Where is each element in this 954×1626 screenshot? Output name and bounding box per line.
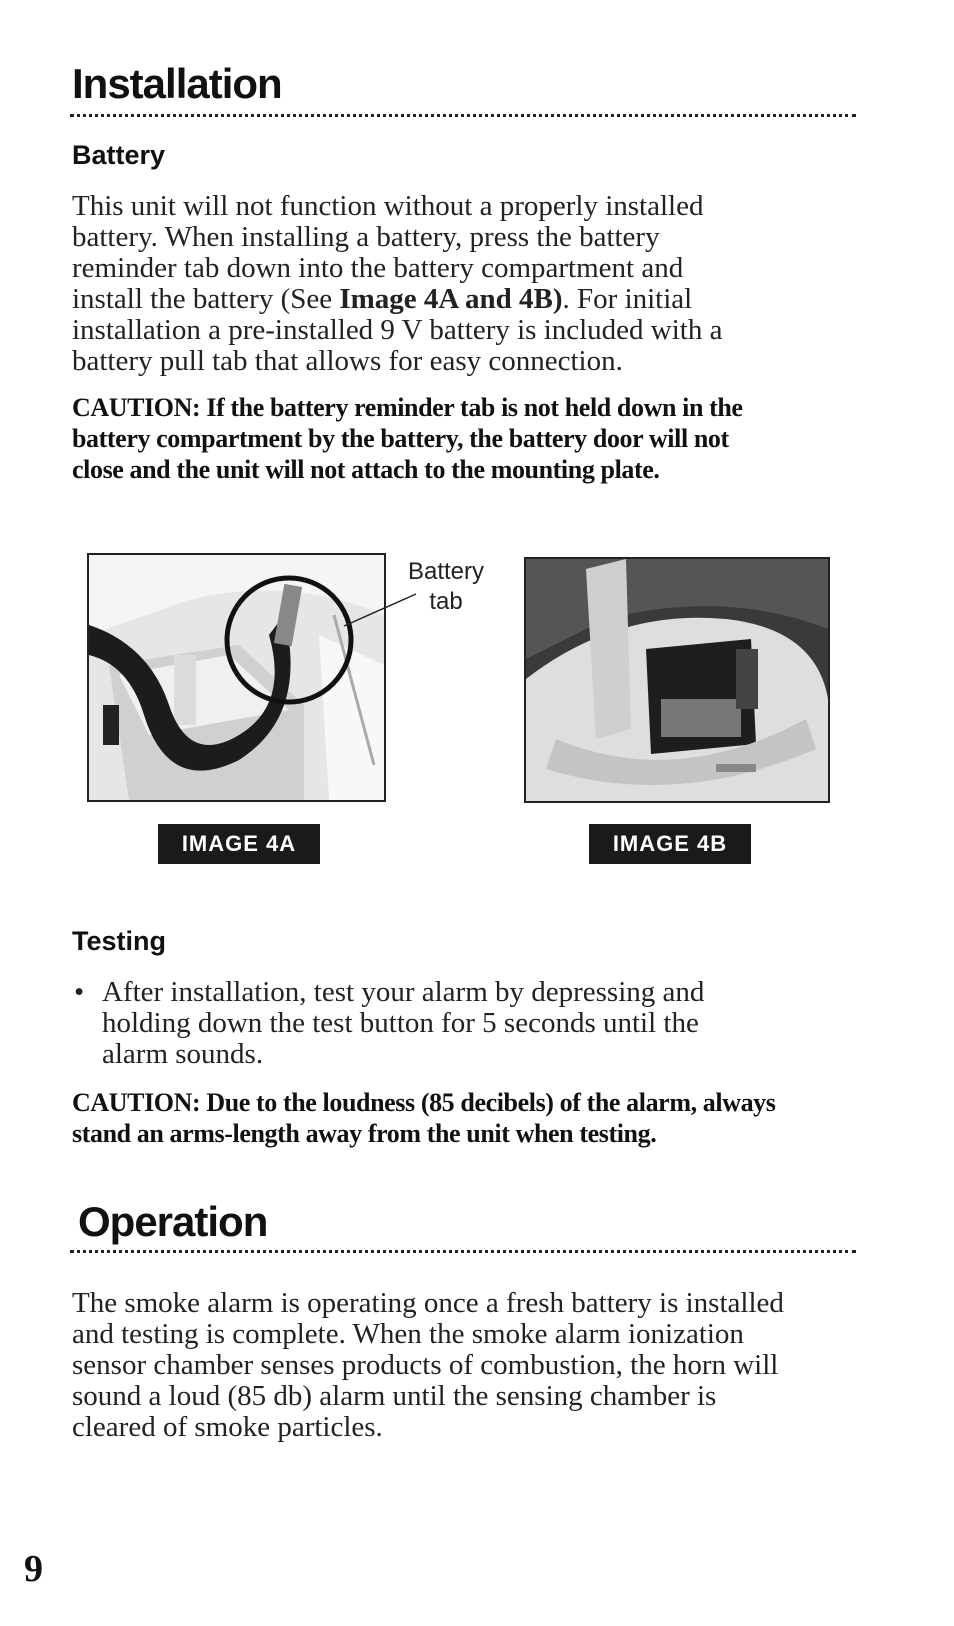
battery-compartment-photo-illustration — [526, 559, 828, 801]
battery-caution — [72, 392, 743, 485]
testing-line-1: After installation, test your alarm by depressing and — [102, 976, 705, 1008]
operation-line-1: The smoke alarm is operating once a fresh battery is installed — [72, 1287, 784, 1319]
installation-title: Installation — [72, 60, 282, 107]
testing-heading: Testing — [72, 926, 166, 956]
battery-line-3: reminder tab down into the battery compartment and — [72, 252, 684, 284]
testing-line-3: alarm sounds. — [102, 1038, 264, 1070]
page-number: 9 — [24, 1548, 43, 1590]
image-4a-label: IMAGE 4A — [158, 824, 320, 864]
testing-caution-line-2: stand an arms-length away from the unit when testing. — [72, 1119, 657, 1148]
battery-caution-line-1: CAUTION: If the battery reminder tab is not held down in the — [72, 393, 743, 422]
battery-line-6: battery pull tab that allows for easy connection. — [72, 345, 623, 377]
operation-paragraph — [72, 1288, 784, 1443]
battery-line-2: battery. When installing a battery, press the battery — [72, 221, 660, 253]
image-reference: Image 4A and 4B) — [339, 283, 563, 315]
testing-caution — [72, 1087, 776, 1149]
battery-line-4 — [72, 284, 722, 315]
operation-line-2: and testing is complete. When the smoke alarm ionization — [72, 1318, 744, 1350]
operation-divider — [70, 1250, 856, 1253]
battery-line-4-pre: install the battery (See — [72, 283, 340, 315]
callout-line-2: tab — [429, 588, 463, 615]
operation-line-5: cleared of smoke particles. — [72, 1411, 383, 1443]
battery-line-5: installation a pre-installed 9 V battery is included with a — [72, 314, 723, 346]
operation-title: Operation — [78, 1198, 268, 1245]
testing-caution-line-1: CAUTION: Due to the loudness (85 decibels) of the alarm, always — [72, 1088, 776, 1117]
battery-heading: Battery — [72, 140, 166, 170]
battery-line-1: This unit will not function without a properly installed — [72, 190, 704, 222]
testing-bullet-text — [102, 977, 704, 1070]
callout-line-1: Battery — [407, 558, 485, 585]
operation-line-3: sensor chamber senses products of combustion, the horn will — [72, 1349, 779, 1381]
battery-paragraph — [72, 191, 722, 377]
battery-tab-callout — [396, 557, 496, 617]
installation-divider — [70, 114, 856, 117]
testing-bullet-marker: • — [74, 976, 85, 1008]
battery-caution-line-3: close and the unit will not attach to the mounting plate. — [72, 455, 660, 484]
operation-line-4: sound a loud (85 db) alarm until the sensing chamber is — [72, 1380, 717, 1412]
image-4b-label: IMAGE 4B — [589, 824, 751, 864]
battery-caution-line-2: battery compartment by the battery, the battery door will not — [72, 424, 729, 453]
testing-line-2: holding down the test button for 5 seconds until the — [102, 1007, 699, 1039]
battery-line-4-post: . For initial — [562, 283, 693, 315]
image-4b-photo — [524, 557, 830, 803]
